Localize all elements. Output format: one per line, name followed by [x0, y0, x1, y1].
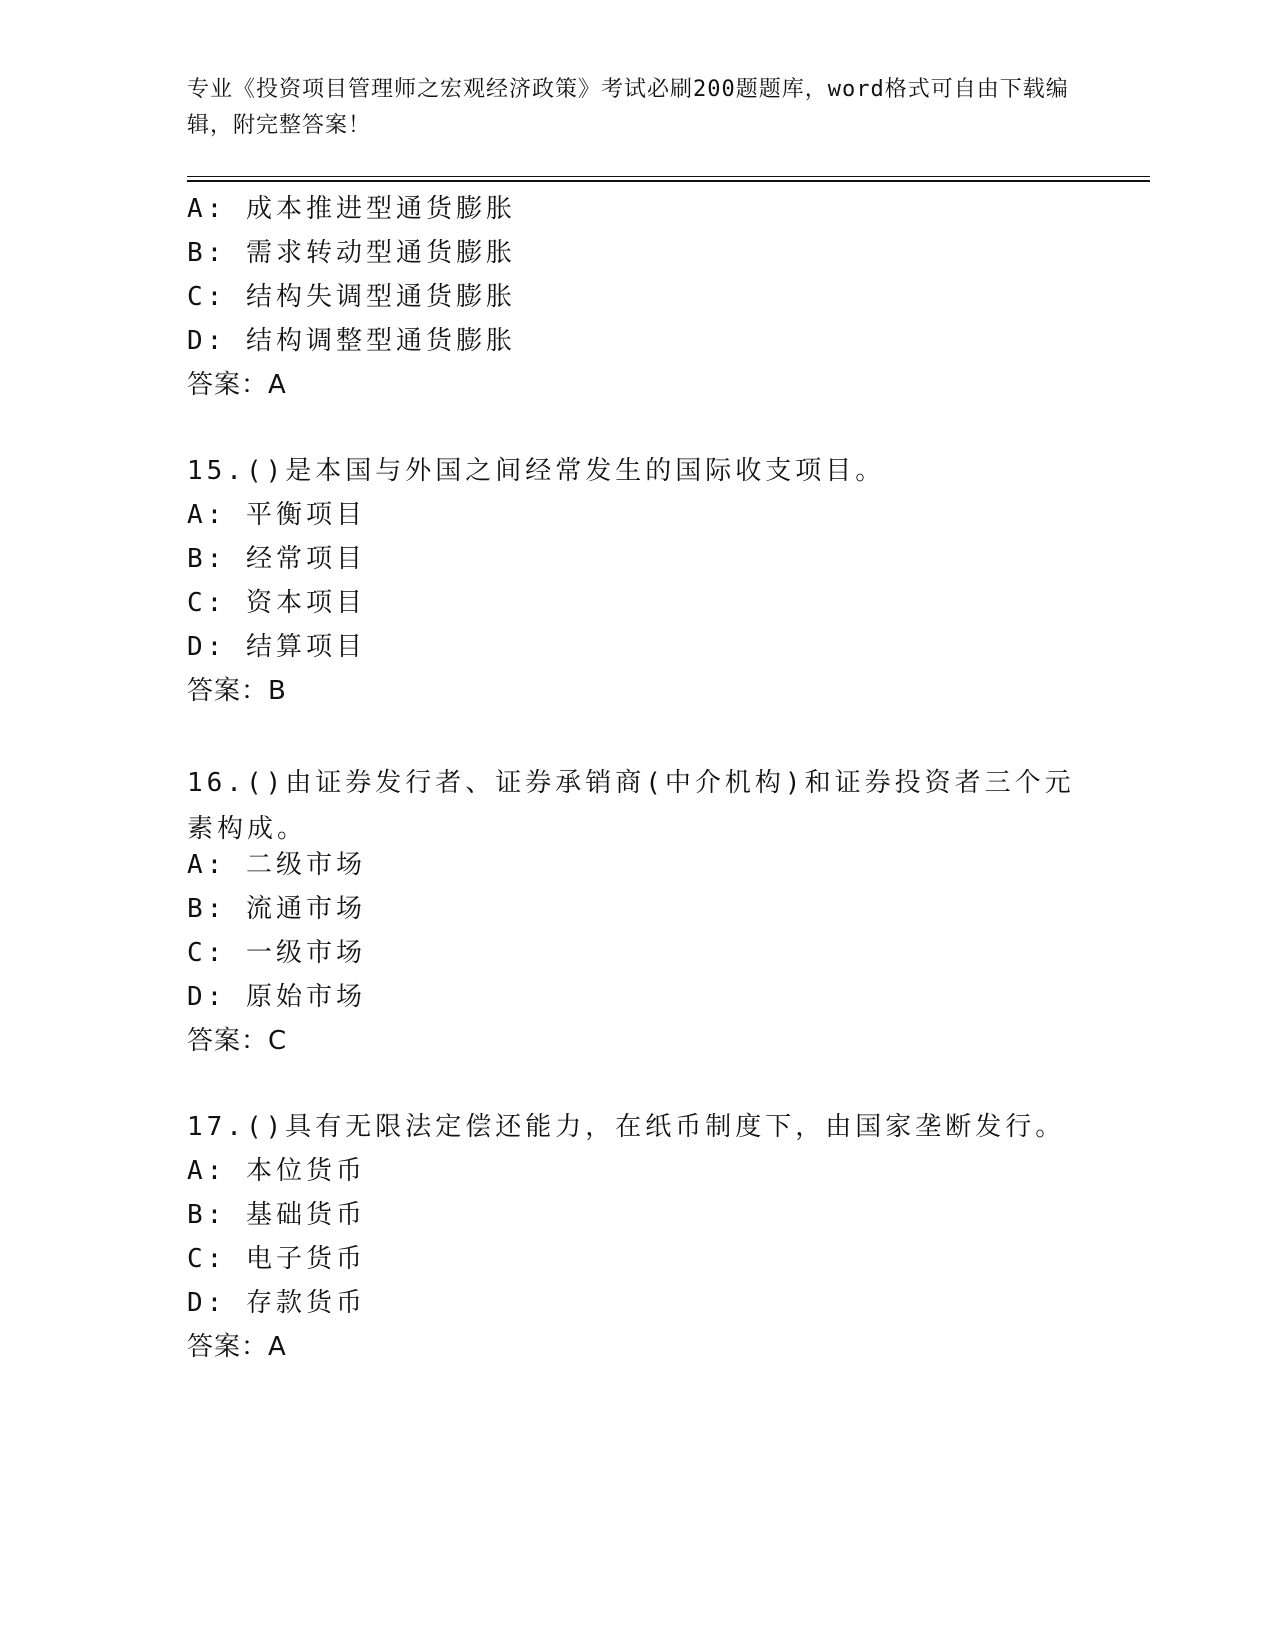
- question-17-answer: 答案：A: [187, 1332, 287, 1362]
- question-17-stem: 17.()具有无限法定偿还能力，在纸币制度下，由国家垄断发行。: [187, 1112, 1066, 1142]
- question-16-answer: 答案：C: [187, 1026, 288, 1056]
- question-15-stem: 15.()是本国与外国之间经常发生的国际收支项目。: [187, 456, 886, 486]
- question-17-option-d: D: 存款货币: [187, 1288, 366, 1318]
- question-17-option-a: A: 本位货币: [187, 1156, 366, 1186]
- prev-option-d: D: 结构调整型通货膨胀: [187, 326, 516, 356]
- question-16-stem: 16.()由证券发行者、证券承销商(中介机构)和证券投资者三个元素构成。: [187, 768, 1075, 844]
- header-rule-thin: [187, 176, 1150, 177]
- question-15-option-c: C: 资本项目: [187, 588, 366, 618]
- question-16-option-c: C: 一级市场: [187, 938, 366, 968]
- question-17-option-b: B: 基础货币: [187, 1200, 366, 1230]
- header-rule-thick: [187, 180, 1150, 182]
- question-15-answer: 答案：B: [187, 676, 287, 706]
- document-header: 专业《投资项目管理师之宏观经济政策》考试必刷200题题库，word格式可自由下载编辑，附完整答案！: [187, 77, 1069, 138]
- question-15-option-a: A: 平衡项目: [187, 500, 366, 530]
- prev-option-b: B: 需求转动型通货膨胀: [187, 238, 516, 268]
- prev-answer: 答案：A: [187, 370, 287, 400]
- question-16-option-b: B: 流通市场: [187, 894, 366, 924]
- question-16-option-a: A: 二级市场: [187, 850, 366, 880]
- prev-option-c: C: 结构失调型通货膨胀: [187, 282, 516, 312]
- question-17-option-c: C: 电子货币: [187, 1244, 366, 1274]
- question-15-option-d: D: 结算项目: [187, 632, 366, 662]
- prev-option-a: A: 成本推进型通货膨胀: [187, 194, 516, 224]
- question-16-option-d: D: 原始市场: [187, 982, 366, 1012]
- question-15-option-b: B: 经常项目: [187, 544, 366, 574]
